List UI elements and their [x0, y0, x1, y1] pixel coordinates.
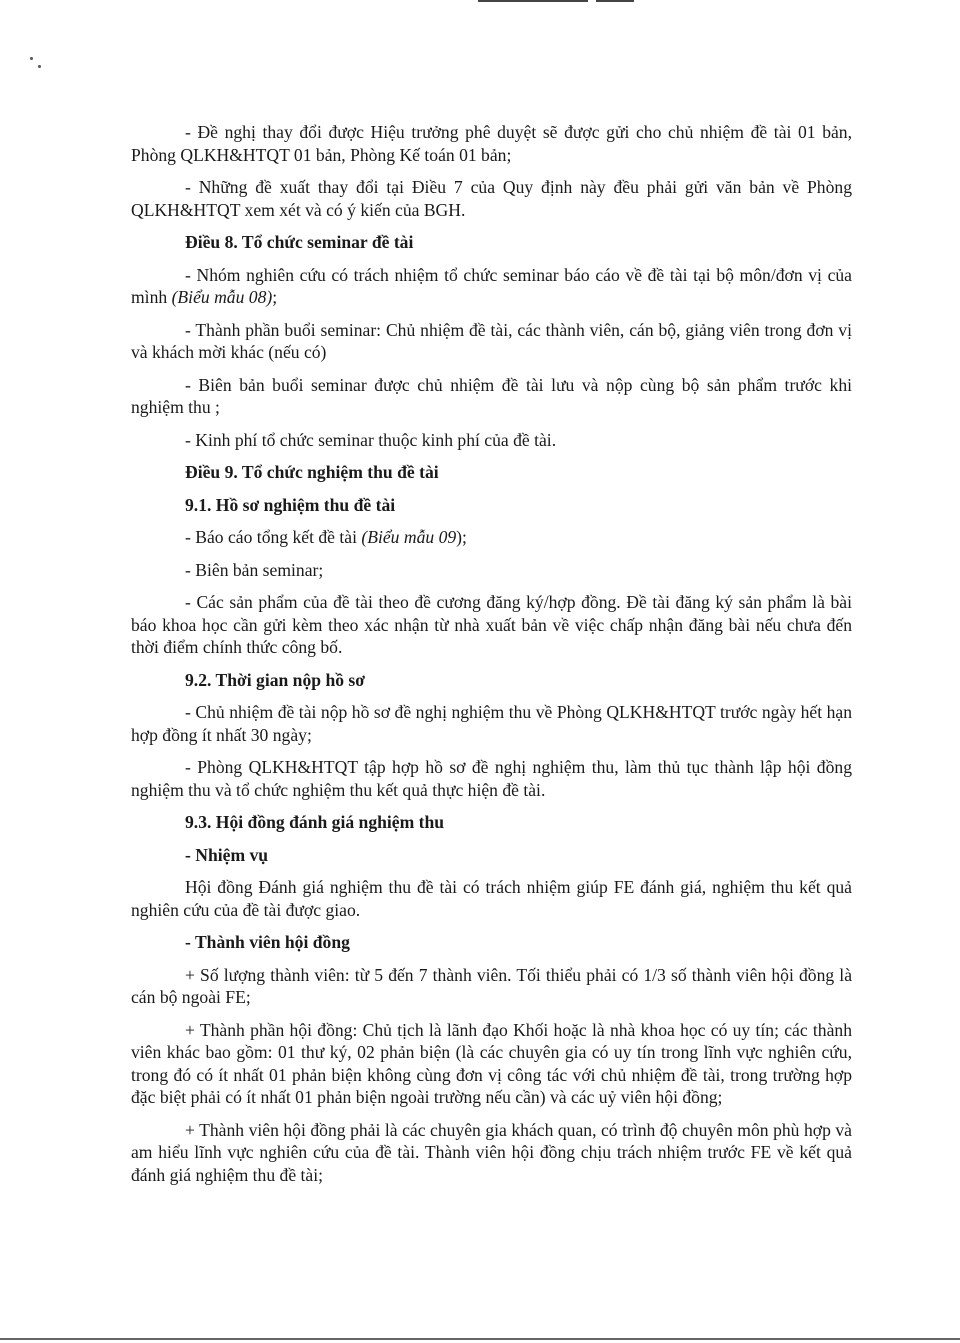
paragraph: Hội đồng Đánh giá nghiệm thu đề tài có trách nhiệm giúp FE đánh giá, nghiệm thu kết quả nghiên cứu của đề tài được giao. — [131, 877, 852, 920]
paragraph: - Kinh phí tổ chức seminar thuộc kinh phí của đề tài. — [185, 429, 557, 450]
section-heading: 9.3. Hội đồng đánh giá nghiệm thu — [185, 812, 445, 832]
paragraph: - Báo cáo tổng kết đề tài (Biểu mẫu 09); — [185, 527, 467, 547]
scan-speck — [38, 65, 41, 68]
subsection-heading: - Thành viên hội đồng — [185, 932, 350, 952]
paragraph: + Thành viên hội đồng phải là các chuyên gia khách quan, có trình độ chuyên môn phù hợp và am hiểu lĩnh vực nghiên cứu của đề tài. Thành viên hội đồng chịu trách nhiệm trước FE về kết quả đánh giá nghiệm thu đề tài; — [131, 1119, 852, 1185]
paragraph: - Các sản phẩm của đề tài theo đề cương đăng ký/hợp đồng. Đề tài đăng ký sản phẩm là bài báo khoa học cần gửi kèm theo xác nhận từ nhà xuất bản về việc chấp nhận đăng bài nếu chưa đến thời điểm chính thức công bố. — [131, 592, 852, 657]
paragraph: + Số lượng thành viên: từ 5 đến 7 thành viên. Tối thiểu phải có 1/3 số thành viên hội đồng là cán bộ ngoài FE; — [131, 964, 852, 1007]
subsection-heading: - Nhiệm vụ — [185, 844, 269, 865]
scan-artifact-bottom — [0, 1338, 960, 1340]
paragraph: - Những đề xuất thay đổi tại Điều 7 của Quy định này đều phải gửi văn bản về Phòng QLKH&HTQT xem xét và có ý kiến của BGH. — [131, 177, 852, 220]
scan-speck — [30, 57, 33, 60]
section-heading: 9.2. Thời gian nộp hồ sơ — [185, 669, 366, 690]
paragraph: - Đề nghị thay đổi được Hiệu trưởng phê duyệt sẽ được gửi cho chủ nhiệm đề tài 01 bản, Phòng QLKH&HTQT 01 bản, Phòng Kế toán 01 bản; — [131, 122, 852, 165]
paragraph: - Biên bản buổi seminar được chủ nhiệm đề tài lưu và nộp cùng bộ sản phẩm trước khi nghiệm thu ; — [131, 374, 852, 417]
paragraph: - Nhóm nghiên cứu có trách nhiệm tổ chức seminar báo cáo về đề tài tại bộ môn/đơn vị của mình (Biểu mẫu 08); — [131, 264, 852, 307]
paragraph: - Phòng QLKH&HTQT tập hợp hồ sơ đề nghị nghiệm thu, làm thủ tục thành lập hội đồng nghiệm thu và tổ chức nghiệm thu kết quả thực hiện đề tài. — [131, 757, 852, 800]
paragraph: - Chủ nhiệm đề tài nộp hồ sơ đề nghị nghiệm thu về Phòng QLKH&HTQT trước ngày hết hạn hợp đồng ít nhất 30 ngày; — [131, 702, 852, 745]
scan-artifact-top-2 — [596, 0, 634, 2]
article-heading: Điều 9. Tổ chức nghiệm thu đề tài — [185, 462, 439, 482]
section-heading: 9.1. Hồ sơ nghiệm thu đề tài — [185, 494, 396, 515]
paragraph: + Thành phần hội đồng: Chủ tịch là lãnh đạo Khối hoặc là nhà khoa học có uy tín; các thành viên khác bao gồm: 01 thư ký, 02 phản biện (là các chuyên gia có uy tín trong lĩnh vực nghiên cứu, trong đó có ít nhất 01 phản biện không cùng đơn vị công tác với chủ nhiệm đề tài, trong trường hợp đặc biệt phải có ít nhất 01 phản biện ngoài trường nếu cần) và các uỷ viên hội đồng; — [131, 1019, 852, 1107]
paragraph: - Thành phần buổi seminar: Chủ nhiệm đề tài, các thành viên, cán bộ, giảng viên trong đơn vị và khách mời khác (nếu có) — [131, 319, 852, 362]
document-page — [131, 121, 852, 1196]
article-heading: Điều 8. Tổ chức seminar đề tài — [185, 232, 414, 252]
paragraph: - Biên bản seminar; — [185, 559, 324, 580]
scan-artifact-top — [478, 0, 588, 2]
